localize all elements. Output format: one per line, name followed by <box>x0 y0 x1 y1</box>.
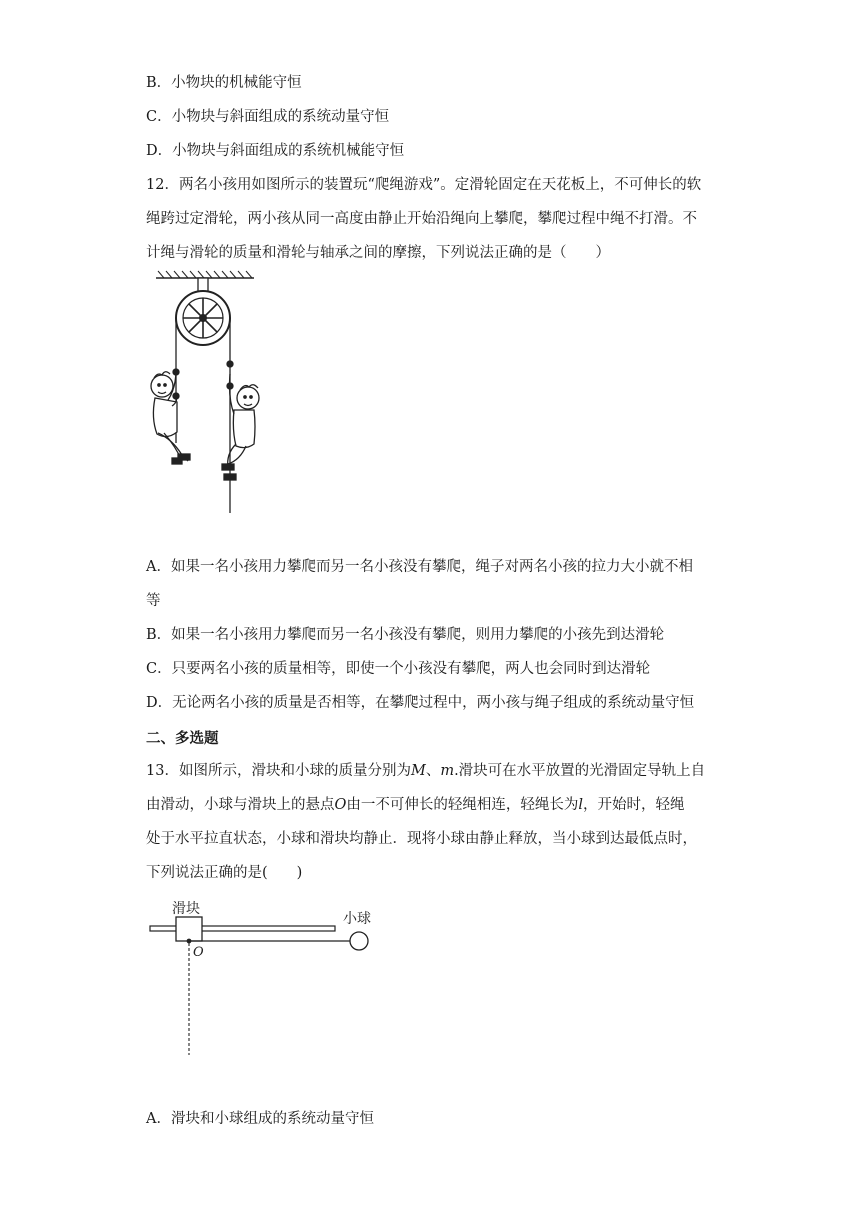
q12-stem-line-2: 绳跨过定滑轮，两小孩从同一高度由静止开始沿绳向上攀爬，攀爬过程中绳不打滑。不 <box>146 211 697 227</box>
pivot-point <box>187 939 192 944</box>
q13-stem-line-2-b: 由一不可伸长的轻绳相连，轻绳长为 <box>346 797 579 813</box>
ball-label: 小球 <box>343 911 371 927</box>
q13-stem-line-2-c: ，开始时，轻绳 <box>583 797 685 813</box>
q12-option-d: D．无论两名小孩的质量是否相等，在攀爬过程中，两小孩与绳子组成的系统动量守恒 <box>146 695 695 711</box>
pivot-label: O <box>193 945 204 960</box>
slider-label: 滑块 <box>172 901 200 917</box>
q13-stem-line-2-a: 由滑动，小球与滑块上的悬点 <box>146 797 335 813</box>
q12-stem-line-1: 12．两名小孩用如图所示的装置玩“爬绳游戏”。定滑轮固定在天花板上，不可伸长的软 <box>146 177 702 193</box>
q12-option-c: C．只要两名小孩的质量相等，即使一个小孩没有攀爬，两人也会同时到达滑轮 <box>146 661 651 677</box>
slider-block <box>176 917 202 941</box>
q13-mass-m: m <box>440 763 455 779</box>
q13-stem-part-2: .滑块可在水平放置的光滑固定导轨上自 <box>454 763 706 779</box>
q13-slider-figure <box>145 895 385 1060</box>
q13-separator: 、 <box>425 763 441 779</box>
q13-stem-part-1: 13．如图所示，滑块和小球的质量分别为 <box>146 763 411 779</box>
left-kid <box>151 369 190 464</box>
q12-option-a-line-1: A．如果一名小孩用力攀爬而另一名小孩没有攀爬，绳子对两名小孩的拉力大小就不相 <box>146 559 693 575</box>
q13-option-a: A．滑块和小球组成的系统动量守恒 <box>146 1111 374 1127</box>
q11-option-c: C．小物块与斜面组成的系统动量守恒 <box>146 109 390 125</box>
q12-stem-line-3: 计绳与滑轮的质量和滑轮与轴承之间的摩擦，下列说法正确的是（ ） <box>146 245 610 261</box>
q13-mass-M: M <box>410 763 426 779</box>
q13-length-l: l <box>578 797 584 813</box>
section-title-multiple-choice: 二、多选题 <box>146 731 219 747</box>
q12-pulley-figure <box>150 268 270 518</box>
q13-stem-line-4: 下列说法正确的是( ) <box>146 865 303 881</box>
q13-point-O: O <box>334 797 347 813</box>
q13-stem-line-1 <box>146 761 705 781</box>
ball <box>350 932 368 950</box>
q12-option-a-line-2: 等 <box>146 593 161 609</box>
q12-option-b: B．如果一名小孩用力攀爬而另一名小孩没有攀爬，则用力攀爬的小孩先到达滑轮 <box>146 627 665 643</box>
q13-stem-line-2 <box>146 795 685 815</box>
q11-option-b: B．小物块的机械能守恒 <box>146 75 302 91</box>
q13-stem-line-3: 处于水平拉直状态，小球和滑块均静止．现将小球由静止释放，当小球到达最低点时， <box>146 831 697 847</box>
right-kid <box>222 361 259 480</box>
ceiling-hatch <box>156 271 254 278</box>
q11-option-d: D．小物块与斜面组成的系统机械能守恒 <box>146 143 405 159</box>
